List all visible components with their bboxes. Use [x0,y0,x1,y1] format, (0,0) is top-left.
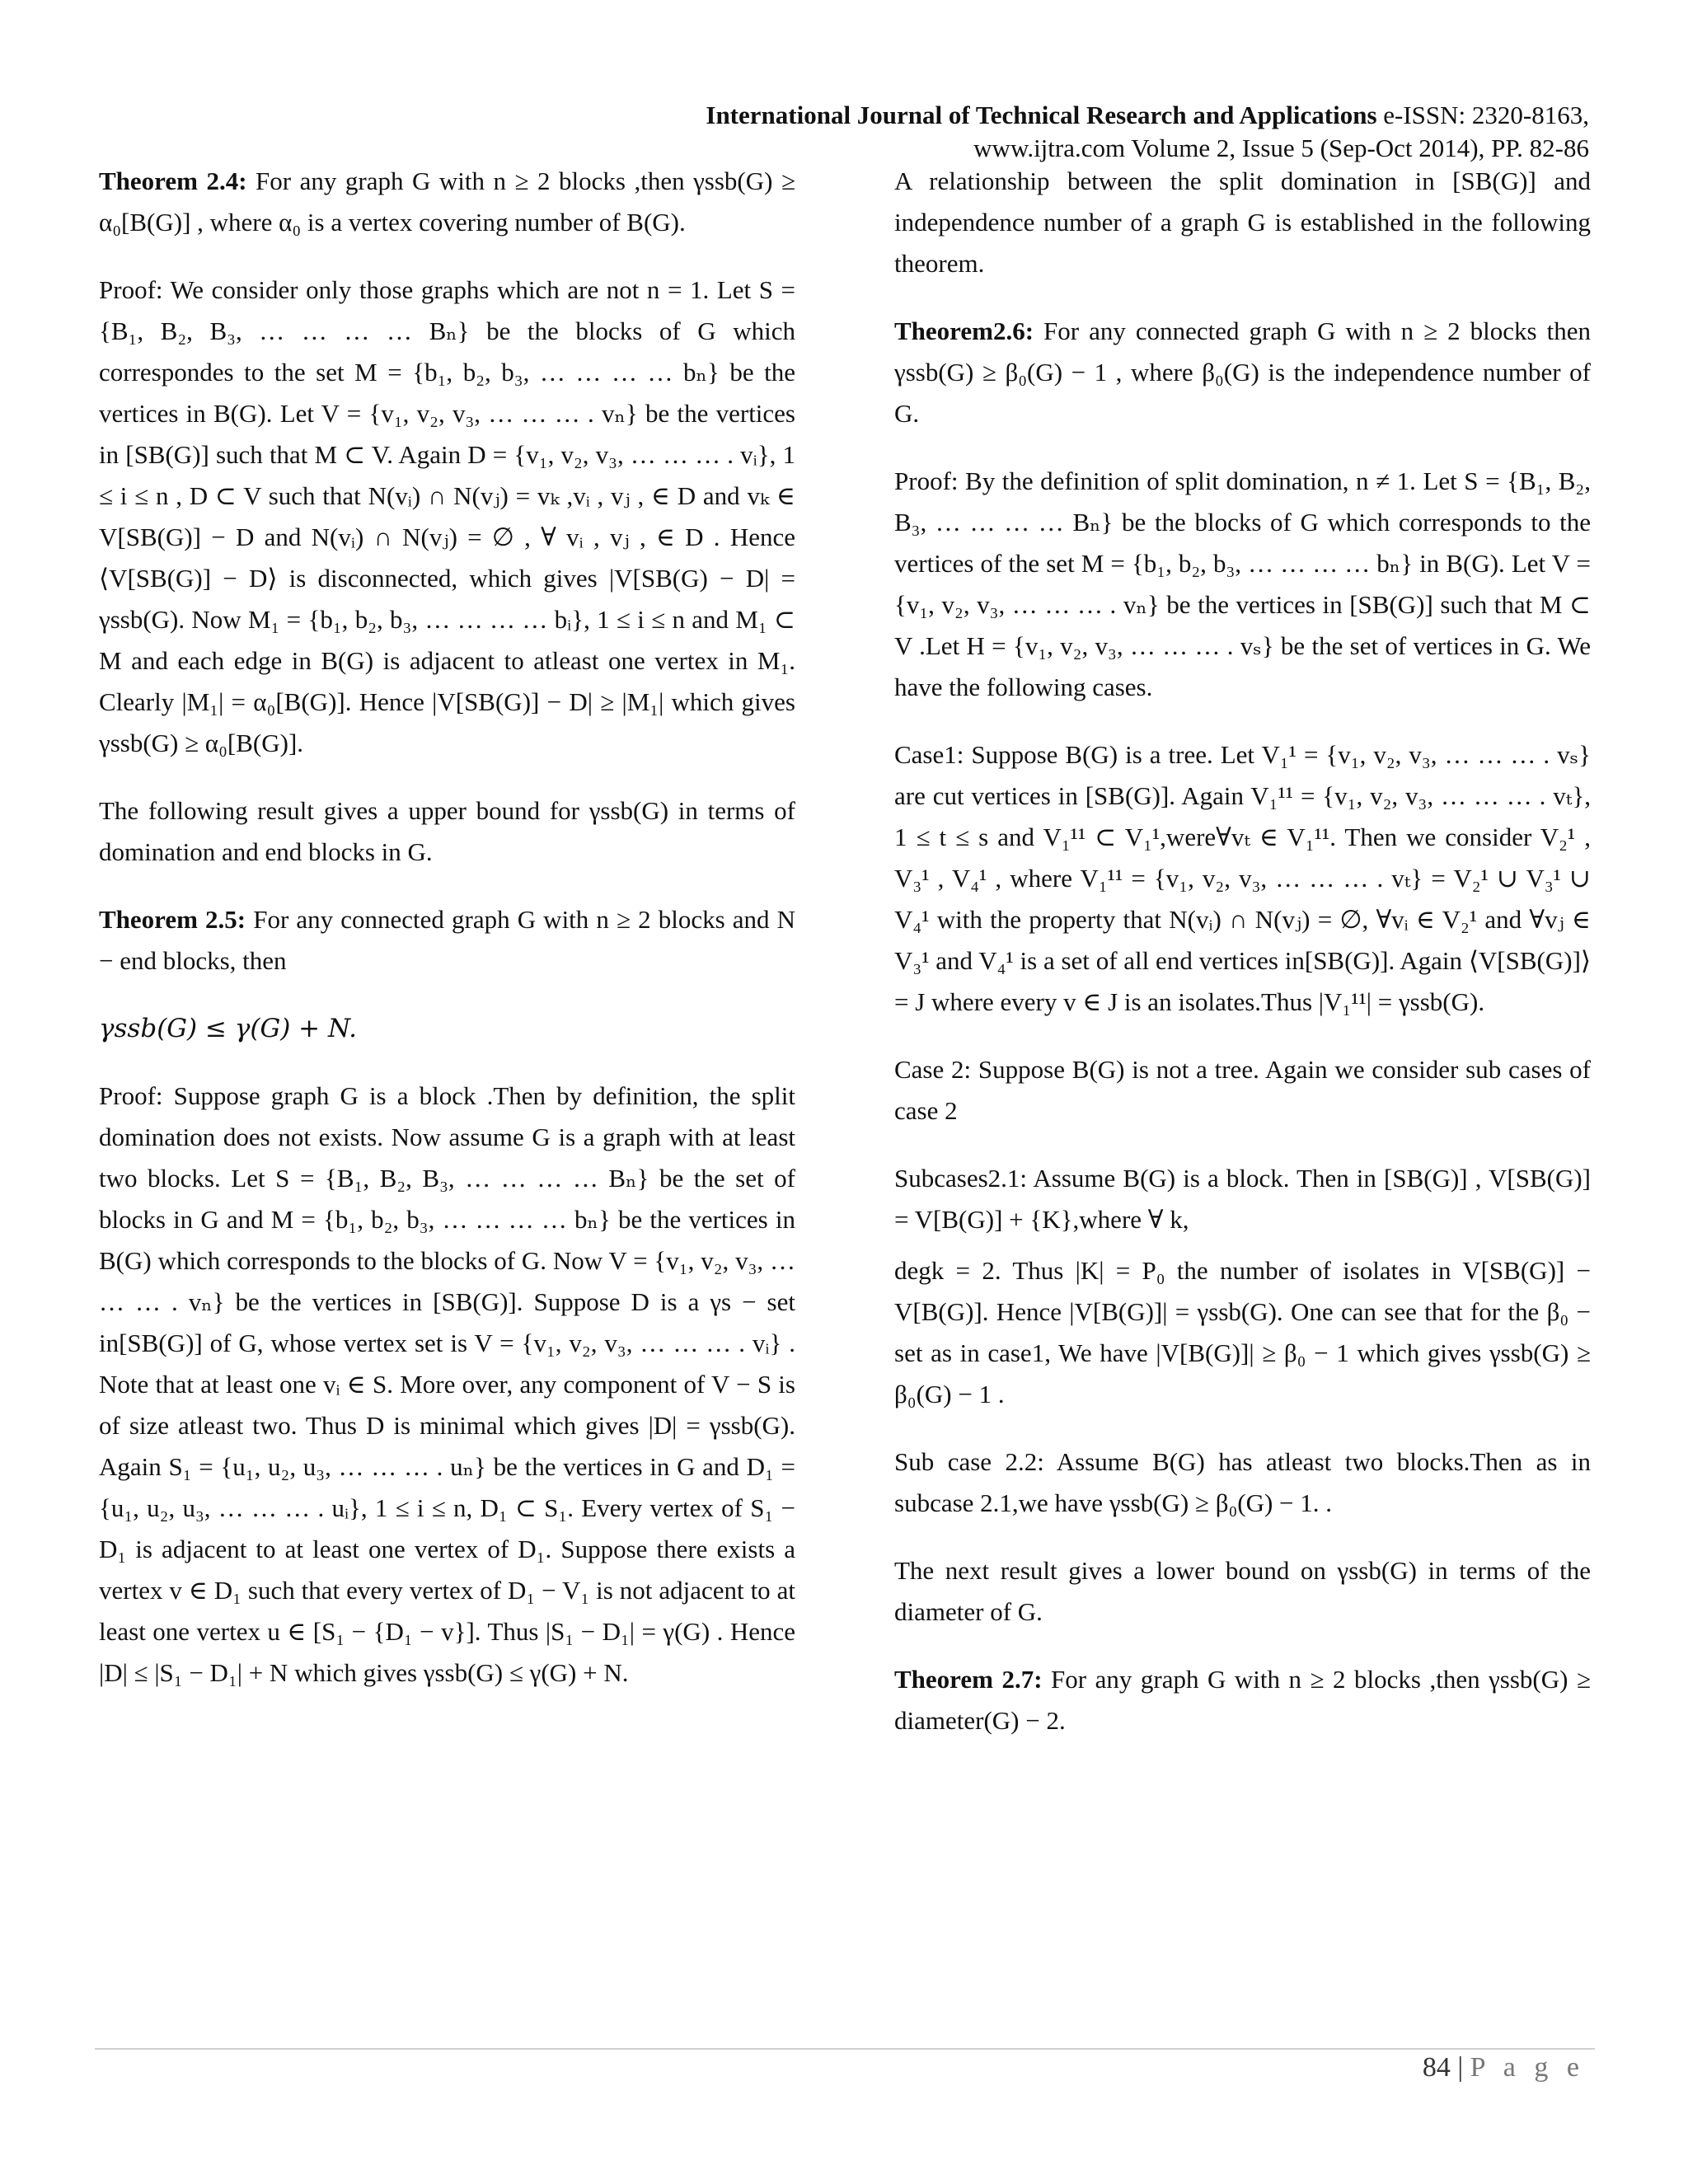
case-2: Case 2: Suppose B(G) is not a tree. Again we consider sub cases of case 2 [894,1055,1591,1125]
case-1: Case1: Suppose B(G) is a tree. Let V₁¹ = {v₁, v₂, v₃, … … … . vₛ} are cut vertices in [SB(G)]. Again V₁¹¹ = {v₁, v₂, v₃, … … … . vₜ}, 1 ≤ t ≤ s and V₁¹¹ ⊂ V₁¹,were∀vₜ ∈ V₁¹¹. Then we consider V₂¹ , V₃¹ , V₄¹ , where V₁¹¹ = {v₁, v₂, v₃, … … … . vₜ} = V₂¹ ∪ V₃¹ ∪ V₄¹ with the property that N(vᵢ) ∩ N(vⱼ) = ∅, ∀vᵢ ∈ V₂¹ and ∀vⱼ ∈ V₃¹ and V₄¹ is a set of all end vertices in[SB(G)]. Again ⟨V[SB(G)]⟩ = J where every v ∈ J is an isolates.Thus |V₁¹¹| = γssb(G). [894,740,1591,1016]
theorem-2-6-label: Theorem2.6: [894,316,1034,345]
footer-separator: | [1450,2052,1470,2083]
theorem-2-7-body: For any graph G with n ≥ 2 blocks ,then γssb(G) ≥ diameter(G) − 2. [894,1665,1591,1735]
theorem-2-5-label: Theorem 2.5: [99,905,246,934]
theorem-2-4-body: For any graph G with n ≥ 2 blocks ,then γssb(G) ≥ α₀[B(G)] , where α₀ is a vertex covering number of B(G). [99,166,795,237]
theorem-2-6 [894,311,1591,434]
page-number: 84 [1422,2052,1451,2083]
theorem-2-7 [894,1659,1591,1741]
lower-bound-intro: The next result gives a lower bound on γssb(G) in terms of the diameter of G. [894,1556,1591,1626]
theorem-2-6-body: For any connected graph G with n ≥ 2 blocks then γssb(G) ≥ β₀(G) − 1 , where β₀(G) is the independence number of G. [894,316,1591,428]
theorem-2-5-proof: Proof: Suppose graph G is a block .Then by definition, the split domination does not exists. Now assume G is a graph with at least two blocks. Let S = {B₁, B₂, B₃, … … … … Bₙ} be the set of blocks in G and M = {b₁, b₂, b₃, … … … … bₙ} be the vertices in B(G) which corresponds to the blocks of G. Now V = {v₁, v₂, v₃, … … … . vₙ} be the vertices in [SB(G)]. Suppose D is a γs − set in[SB(G)] of G, whose vertex set is V = {v₁, v₂, v₃, … … … . vᵢ} . Note that at least one vᵢ ∈ S. More over, any component of V − S is of size atleast two. Thus D is minimal which gives |D| = γssb(G). Again S₁ = {u₁, u₂, u₃, … … … . uₙ} be the vertices in G and D₁ = {u₁, u₂, u₃, … … … . uᵢ}, 1 ≤ i ≤ n, D₁ ⊂ S₁. Every vertex of S₁ − D₁ is adjacent to at least one vertex of D₁. Suppose there exists a vertex v ∈ D₁ such that every vertex of D₁ − V₁ is not adjacent to at least one vertex u ∈ [S₁ − {D₁ − v}]. Thus |S₁ − D₁| = γ(G) . Hence |D| ≤ |S₁ − D₁| + N which gives γssb(G) ≤ γ(G) + N. [99,1081,795,1687]
footer-divider [95,2048,1595,2050]
theorem-2-5-body: For any connected graph G with n ≥ 2 blocks and N − end blocks, then [99,905,795,975]
right-column [894,161,1591,1768]
theorem-2-7-label: Theorem 2.7: [894,1665,1043,1694]
theorem-2-4-label: Theorem 2.4: [99,166,247,195]
subcase-2-1-a: Subcases2.1: Assume B(G) is a block. Then in [SB(G)] , V[SB(G)] = V[B(G)] + {K},where ∀ k, [894,1164,1591,1234]
theorem-2-4 [99,161,795,243]
theorem-2-5 [99,899,795,982]
theorem-2-6-proof: Proof: By the definition of split domination, n ≠ 1. Let S = {B₁, B₂, B₃, … … … … Bₙ} be the blocks of G which corresponds to the vertices of the set M = {b₁, b₂, b₃, … … … … bₙ} in B(G). Let V = {v₁, v₂, v₃, … … … . vₙ} be the vertices in [SB(G)] such that M ⊂ V .Let H = {v₁, v₂, v₃, … … … . vₛ} be the set of vertices in G. We have the following cases. [894,466,1591,701]
left-column [99,161,795,1720]
page-word: P a g e [1470,2052,1585,2083]
issn: e-ISSN: 2320-8163, [1376,101,1589,129]
page-header [706,99,1589,165]
subcase-2-2: Sub case 2.2: Assume B(G) has atleast two blocks.Then as in subcase 2.1,we have γssb(G) ≥ β₀(G) − 1. . [894,1447,1591,1517]
header-line-2: www.ijtra.com Volume 2, Issue 5 (Sep-Oct 2014), PP. 82-86 [973,134,1589,162]
header-line-1 [706,99,1589,132]
relation-intro: A relationship between the split domination in [SB(G)] and independence number of a graph G is established in the following theorem. [894,166,1591,278]
subcase-2-1-b: degk = 2. Thus |K| = P₀ the number of isolates in V[SB(G)] − V[B(G)]. Hence |V[B(G)]| = γssb(G). One can see that for the β₀ − set as in case1, We have |V[B(G)]| ≥ β₀ − 1 which gives γssb(G) ≥ β₀(G) − 1 . [894,1256,1591,1408]
theorem-2-4-proof: Proof: We consider only those graphs which are not n = 1. Let S = {B₁, B₂, B₃, … … … … Bₙ} be the blocks of G which correspondes to the set M = {b₁, b₂, b₃, … … … … bₙ} be the vertices in B(G). Let V = {v₁, v₂, v₃, … … … . vₙ} be the vertices in [SB(G)] such that M ⊂ V. Again D = {v₁, v₂, v₃, … … … . vᵢ}, 1 ≤ i ≤ n , D ⊂ V such that N(vᵢ) ∩ N(vⱼ) = vₖ ,vᵢ , vⱼ , ∈ D and vₖ ∈ V[SB(G)] − D and N(vᵢ) ∩ N(vⱼ) = ∅ , ∀ vᵢ , vⱼ , ∈ D . Hence ⟨V[SB(G)] − D⟩ is disconnected, which gives |V[SB(G) − D| = γssb(G). Now M₁ = {b₁, b₂, b₃, … … … … bᵢ}, 1 ≤ i ≤ n and M₁ ⊂ M and each edge in B(G) is adjacent to atleast one vertex in M₁. Clearly |M₁| = α₀[B(G)]. Hence |V[SB(G)] − D| ≥ |M₁| which gives γssb(G) ≥ α₀[B(G)]. [99,275,795,757]
page-footer [1423,2052,1585,2083]
theorem-2-5-formula: γssb(G) ≤ γ(G) + N. [99,1014,357,1043]
upper-bound-intro: The following result gives a upper bound for γssb(G) in terms of domination and end blocks in G. [99,796,795,866]
journal-title: International Journal of Technical Research and Applications [706,101,1377,129]
